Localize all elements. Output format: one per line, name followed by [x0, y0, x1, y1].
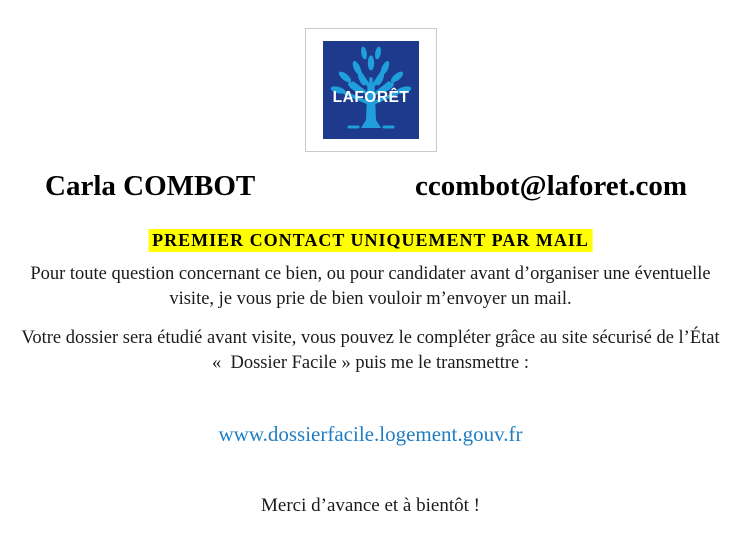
paragraph-line: visite, je vous prie de bien vouloir m’envoyer un mail. — [169, 289, 572, 309]
paragraph-dossier-instructions — [0, 326, 741, 376]
laforet-logo-text: LAFORÊT — [332, 89, 409, 106]
dossierfacile-link[interactable]: www.dossierfacile.logement.gouv.fr — [218, 422, 523, 446]
paragraph-line: « Dossier Facile » puis me le transmettre : — [212, 353, 529, 373]
paragraph-contact-instructions — [0, 262, 741, 312]
paragraph-line: Pour toute question concernant ce bien, ou pour candidater avant d’organiser une éventuelle — [30, 264, 711, 284]
paragraph-line: Votre dossier sera étudié avant visite, vous pouvez le compléter grâce au site sécurisé de l’État — [21, 328, 720, 348]
link-row — [0, 422, 741, 447]
agent-email: ccombot@laforet.com — [414, 170, 687, 202]
laforet-logo — [305, 28, 437, 152]
notice-highlight: PREMIER CONTACT UNIQUEMENT PAR MAIL — [148, 229, 593, 252]
agent-name: Carla COMBOT — [45, 170, 256, 202]
laforet-logo-image — [323, 41, 419, 139]
contact-header — [45, 170, 687, 203]
closing-text: Merci d’avance et à bientôt ! — [261, 495, 480, 516]
